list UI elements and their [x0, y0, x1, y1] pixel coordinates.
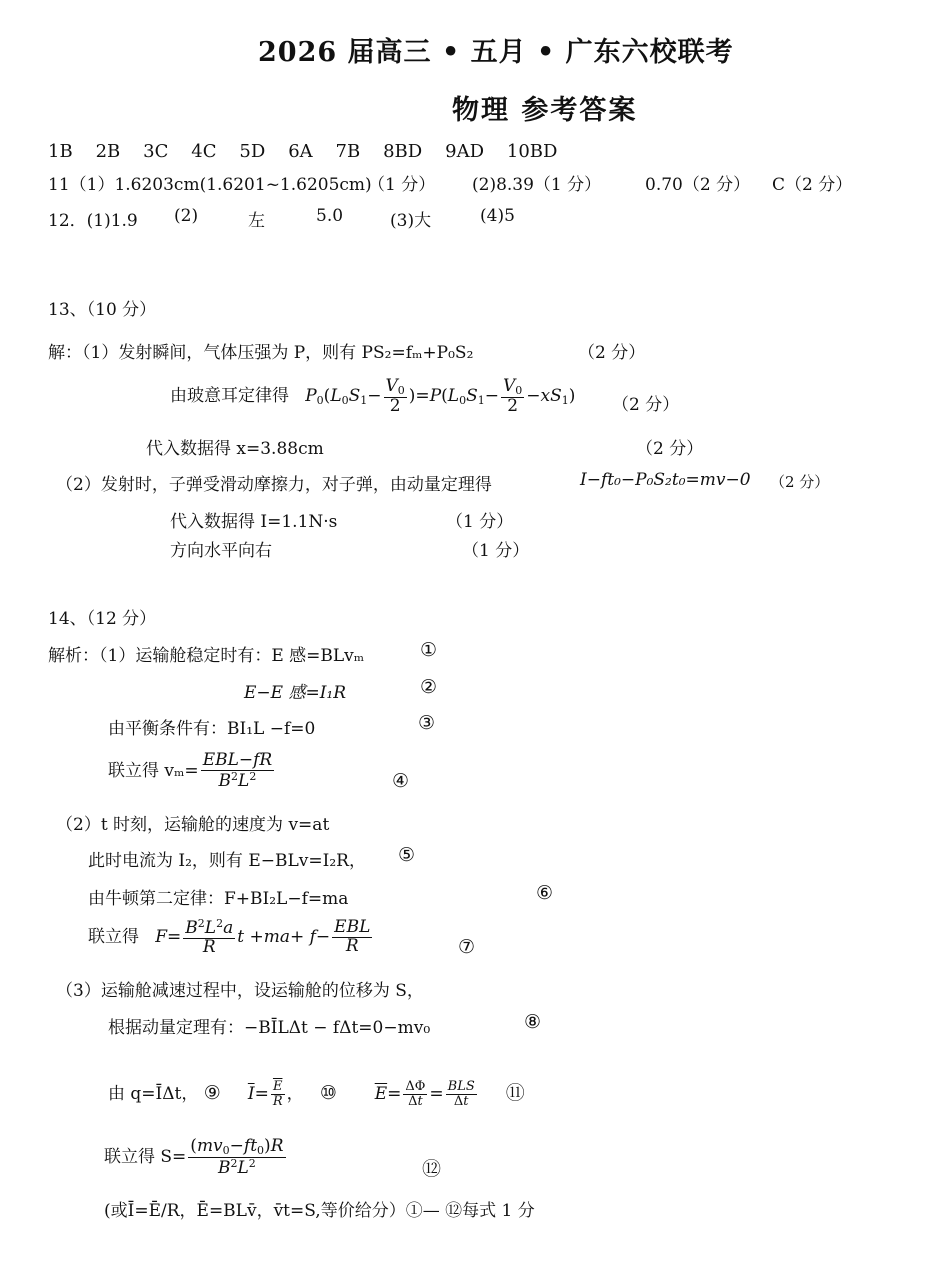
equation-mark: ⑩: [319, 1082, 337, 1104]
choice-answer: 1B: [48, 141, 73, 162]
equation-mark: ⑫: [422, 1158, 442, 1180]
choice-answers: [48, 141, 557, 162]
page-subtitle: 物理 参考答案: [452, 95, 638, 126]
q14-line8: 联立得 F= $\frac{B^2L^2a}{R}$ t +ma+ f− $\frac{\text{EBL}}{R}$: [88, 917, 371, 957]
q12-part6: (4)5: [480, 206, 515, 226]
choice-answer: 5D: [239, 141, 266, 162]
q14-line2: E−E 感=I₁R: [244, 683, 347, 703]
q14-line3: 由平衡条件有：BI₁L −f=0: [108, 719, 316, 739]
equation-mark: ③: [418, 712, 436, 734]
choice-answer: 8BD: [383, 141, 423, 162]
q13-line3: 代入数据得 x=3.88cm: [146, 439, 324, 459]
q13-line4: （2）发射时，子弹受滑动摩擦力，对子弹，由动量定理得: [56, 475, 492, 495]
q14-line12-label: 联立得 S=: [104, 1147, 187, 1168]
equation-mark: ①: [420, 639, 438, 661]
q14-line1: 解析：（1）运输舱稳定时有：E 感=BLvₘ: [48, 646, 365, 666]
q12-part1: 12．(1)1.9: [48, 211, 138, 231]
equation-mark: ②: [420, 676, 438, 698]
q12-part3: 左: [248, 211, 265, 231]
q11-part1: 11（1）1.6203cm(1.6201~1.6205cm): [48, 175, 372, 195]
q12-part2: (2): [174, 206, 199, 226]
q14-line12: 联立得 S= $\frac{(mv_0-ft_0)R}{B^2L^2}$: [104, 1136, 284, 1178]
choice-answer: 7B: [335, 141, 361, 162]
q14-line11-label: 由 q=ĪΔt，: [108, 1084, 199, 1104]
equation-mark: ⑨: [203, 1082, 221, 1104]
equation-mark: ⑥: [536, 882, 554, 904]
q14-heading: 14、（12 分）: [48, 609, 157, 629]
q11-part4: C（2 分）: [772, 175, 853, 195]
q14-line4-label: 联立得 vₘ=: [108, 760, 199, 781]
q12-part5: (3)大: [390, 211, 432, 231]
q13-heading: 13、（10 分）: [48, 300, 157, 320]
equation-mark: ⑧: [524, 1011, 542, 1033]
q12-part4: 5.0: [316, 206, 344, 226]
choice-answer: 2B: [95, 141, 121, 162]
q13-line2-label: 由玻意耳定律得: [170, 386, 289, 407]
q13-line3-score: （2 分）: [636, 439, 704, 459]
q11-score1: （1 分）: [368, 175, 436, 195]
page-title: 2026 届高三 • 五月 • 广东六校联考: [258, 37, 734, 68]
q13-line4-eq: I−ft₀−P₀S₂t₀=mv−0: [580, 470, 751, 490]
q14-line9: （3）运输舱减速过程中，设运输舱的位移为 S，: [56, 981, 424, 1001]
q14-line11: 由 q=ĪΔt， ⑨ $\overline{I}=$ $\frac{\overline{E}}{R}$ ， ⑩ $\overline{E}=$ $\frac{\Delta\Phi}{\Delta t}$ = $\frac{\text{BLS}}{\Delta t}$ ⑪: [108, 1079, 525, 1109]
q13-line2-score: （2 分）: [612, 395, 680, 415]
choice-answer: 10BD: [506, 141, 558, 162]
q14-line8-label: 联立得: [88, 926, 139, 947]
equation-mark: ④: [392, 770, 410, 792]
q13-line5: 代入数据得 I=1.1N·s: [170, 512, 338, 532]
q13-line1: 解：（1）发射瞬间，气体压强为 P，则有 PS₂=fₘ+P₀S₂: [48, 343, 474, 363]
q14-line7: 由牛顿第二定律：F+BI₂L−f=ma: [88, 889, 349, 909]
q14-line5: （2）t 时刻，运输舱的速度为 v=at: [56, 815, 330, 835]
q14-line13: (或Ī=Ē/R，Ē=BLv̄，v̄t=S,等价给分）①— ⑫每式 1 分: [104, 1201, 535, 1221]
q13-line5-score: （1 分）: [446, 512, 514, 532]
q14-line6: 此时电流为 I₂，则有 E−BLv=I₂R，: [88, 851, 366, 871]
q13-line4-score: （2 分）: [770, 473, 830, 491]
equation-mark: ⑦: [458, 936, 476, 958]
q11-part2: (2)8.39（1 分）: [472, 175, 602, 195]
choice-answer: 3C: [143, 141, 169, 162]
q13-line1-score: （2 分）: [578, 343, 646, 363]
choice-answer: 9AD: [445, 141, 485, 162]
q13-line2: 由玻意耳定律得 $P_0(L_0S_1-$ $\frac{V_0}{2}$ )$=P(L_0S_1-$ $\frac{V_0}{2}$ $-xS_1$): [170, 376, 576, 416]
q13-line6: 方向水平向右: [170, 541, 272, 561]
choice-answer: 6A: [288, 141, 313, 162]
equation-mark: ⑪: [505, 1082, 525, 1104]
q14-line4: 联立得 vₘ= $\frac{\text{EBL−fR}}{B^2L^2}$: [108, 750, 273, 791]
q11-part3: 0.70（2 分）: [645, 175, 751, 195]
q14-line10: 根据动量定理有：−BĪLΔt − fΔt=0−mv₀: [108, 1018, 431, 1038]
equation-mark: ⑤: [398, 844, 416, 866]
q13-line6-score: （1 分）: [462, 541, 530, 561]
choice-answer: 4C: [191, 141, 217, 162]
